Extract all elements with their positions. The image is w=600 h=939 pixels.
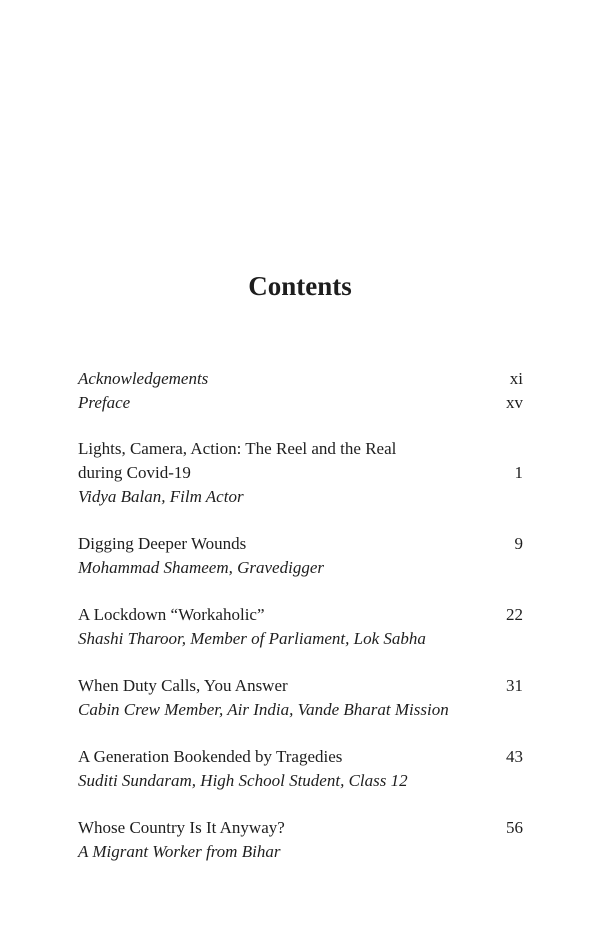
chapter-author	[78, 627, 523, 651]
chapter-author-text: Cabin Crew Member, Air India, Vande Bharat Mission	[78, 700, 449, 719]
page-number: 9	[514, 534, 523, 553]
chapter-author-text: A Migrant Worker from Bihar	[78, 842, 281, 861]
chapter-author-text: Vidya Balan, Film Actor	[78, 487, 244, 506]
chapter-title-line[interactable]	[78, 674, 523, 698]
page-number: 43	[506, 747, 523, 766]
chapter-author-text: Mohammad Shameem, Gravedigger	[78, 558, 324, 577]
chapter-title-line[interactable]	[78, 461, 523, 485]
page-number: 22	[506, 605, 523, 624]
page-number: xv	[506, 393, 523, 412]
chapter-author	[78, 485, 523, 509]
chapter-title: Lights, Camera, Action: The Reel and the Real	[78, 439, 397, 458]
entry-label: Preface	[78, 393, 131, 412]
entry-label: Acknowledgements	[78, 369, 209, 388]
chapter-author	[78, 769, 523, 793]
page-title: Contents	[248, 271, 352, 301]
chapter-title: A Generation Bookended by Tragedies	[78, 747, 343, 766]
chapter-title-line[interactable]	[78, 437, 523, 461]
chapter-title: during Covid-19	[78, 463, 191, 482]
chapter-title: Digging Deeper Wounds	[78, 534, 247, 553]
page-number: 1	[514, 463, 523, 482]
toc-entry-preface[interactable]	[78, 391, 523, 415]
chapter-title: When Duty Calls, You Answer	[78, 676, 288, 695]
chapter-author	[78, 840, 523, 864]
chapter-author	[78, 698, 523, 722]
chapter-author-text: Shashi Tharoor, Member of Parliament, Lok Sabha	[78, 629, 426, 648]
chapter-author-text: Suditi Sundaram, High School Student, Class 12	[78, 771, 408, 790]
chapter-author	[78, 556, 523, 580]
chapter-title-line[interactable]	[78, 816, 523, 840]
page-number: 31	[506, 676, 523, 695]
chapter-title-line[interactable]	[78, 745, 523, 769]
page-number: xi	[509, 369, 523, 388]
toc-entry-acknowledgements[interactable]	[78, 367, 523, 391]
chapter-title: A Lockdown “Workaholic”	[78, 605, 265, 624]
page-number: 56	[506, 818, 523, 837]
chapter-title-line[interactable]	[78, 532, 523, 556]
chapter-title: Whose Country Is It Anyway?	[78, 818, 285, 837]
chapter-title-line[interactable]	[78, 603, 523, 627]
